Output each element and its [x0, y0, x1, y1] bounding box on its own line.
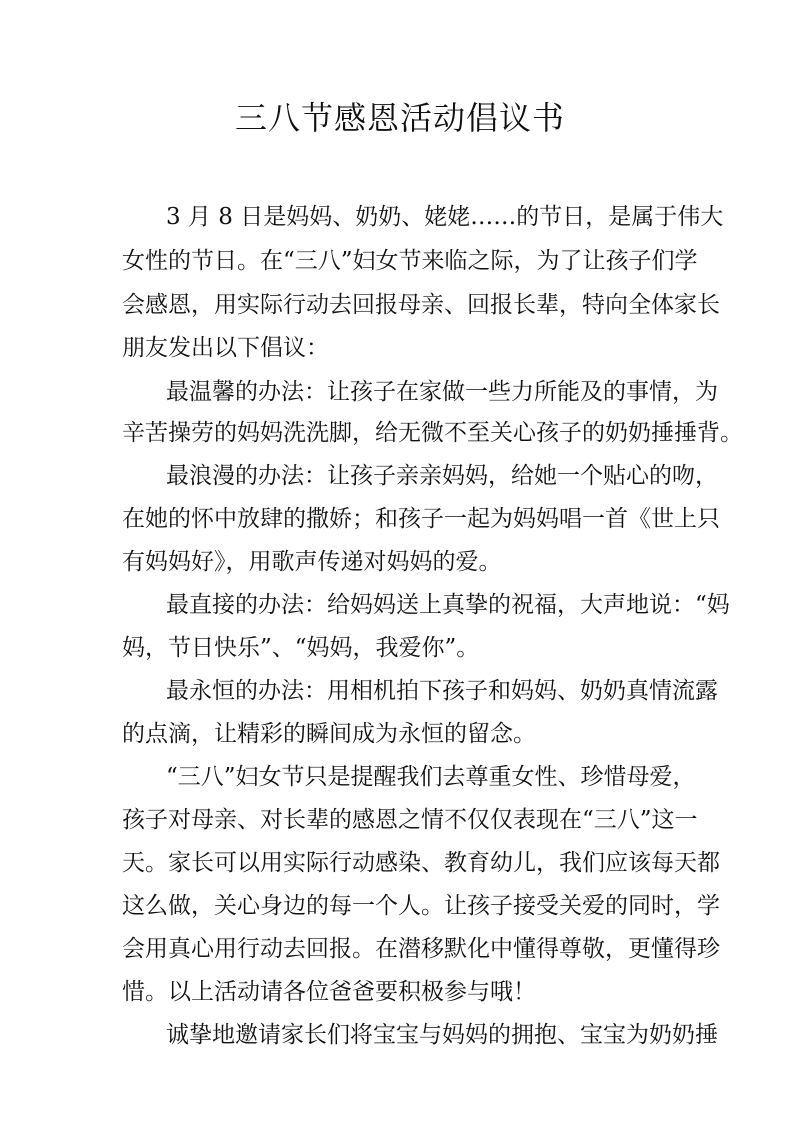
body-line: 会用真心用行动去回报。在潜移默化中懂得尊敬，更懂得珍 [122, 936, 720, 962]
body-line: 女性的节日。在“三八”妇女节来临之际，为了让孩子们学 [122, 248, 698, 274]
body-line: 这么做，关心身边的每一个人。让孩子接受关爱的同时，学 [122, 893, 720, 919]
body-line: 3 月 8 日是妈妈、奶奶、姥姥……的节日，是属于伟大 [166, 204, 724, 230]
body-line: “三八”妇女节只是提醒我们去尊重女性、珍惜母爱， [166, 764, 696, 790]
body-line: 诚挚地邀请家长们将宝宝与妈妈的拥抱、宝宝为奶奶捶 [166, 1022, 718, 1048]
body-line: 惜。以上活动请各位爸爸要积极参与哦！ [122, 979, 536, 1005]
body-line: 孩子对母亲、对长辈的感恩之情不仅仅表现在“三八”这一 [122, 807, 698, 833]
body-line: 最直接的办法：给妈妈送上真挚的祝福，大声地说：“妈 [166, 592, 730, 618]
body-line: 朋友发出以下倡议： [122, 335, 329, 361]
body-line: 有妈妈好》，用歌声传递对妈妈的爱。 [122, 549, 502, 575]
body-line: 妈，节日快乐”、“妈妈，我爱你”。 [122, 635, 480, 661]
document-title: 三八节感恩活动倡议书 [234, 99, 565, 137]
body-line: 辛苦操劳的妈妈洗洗脚，给无微不至关心孩子的奶奶捶捶背。 [122, 420, 743, 446]
body-line: 最永恒的办法：用相机拍下孩子和妈妈、奶奶真情流露 [166, 678, 718, 704]
body-line: 会感恩，用实际行动去回报母亲、回报长辈，特向全体家长 [122, 292, 720, 318]
body-line: 最浪漫的办法：让孩子亲亲妈妈，给她一个贴心的吻， [166, 463, 718, 489]
body-line: 天。家长可以用实际行动感染、教育幼儿，我们应该每天都 [122, 850, 720, 876]
body-line: 最温馨的办法：让孩子在家做一些力所能及的事情，为 [166, 379, 718, 405]
body-line: 在她的怀中放肆的撒娇；和孩子一起为妈妈唱一首《世上只 [122, 506, 720, 532]
body-line: 的点滴，让精彩的瞬间成为永恒的留念。 [122, 721, 536, 747]
